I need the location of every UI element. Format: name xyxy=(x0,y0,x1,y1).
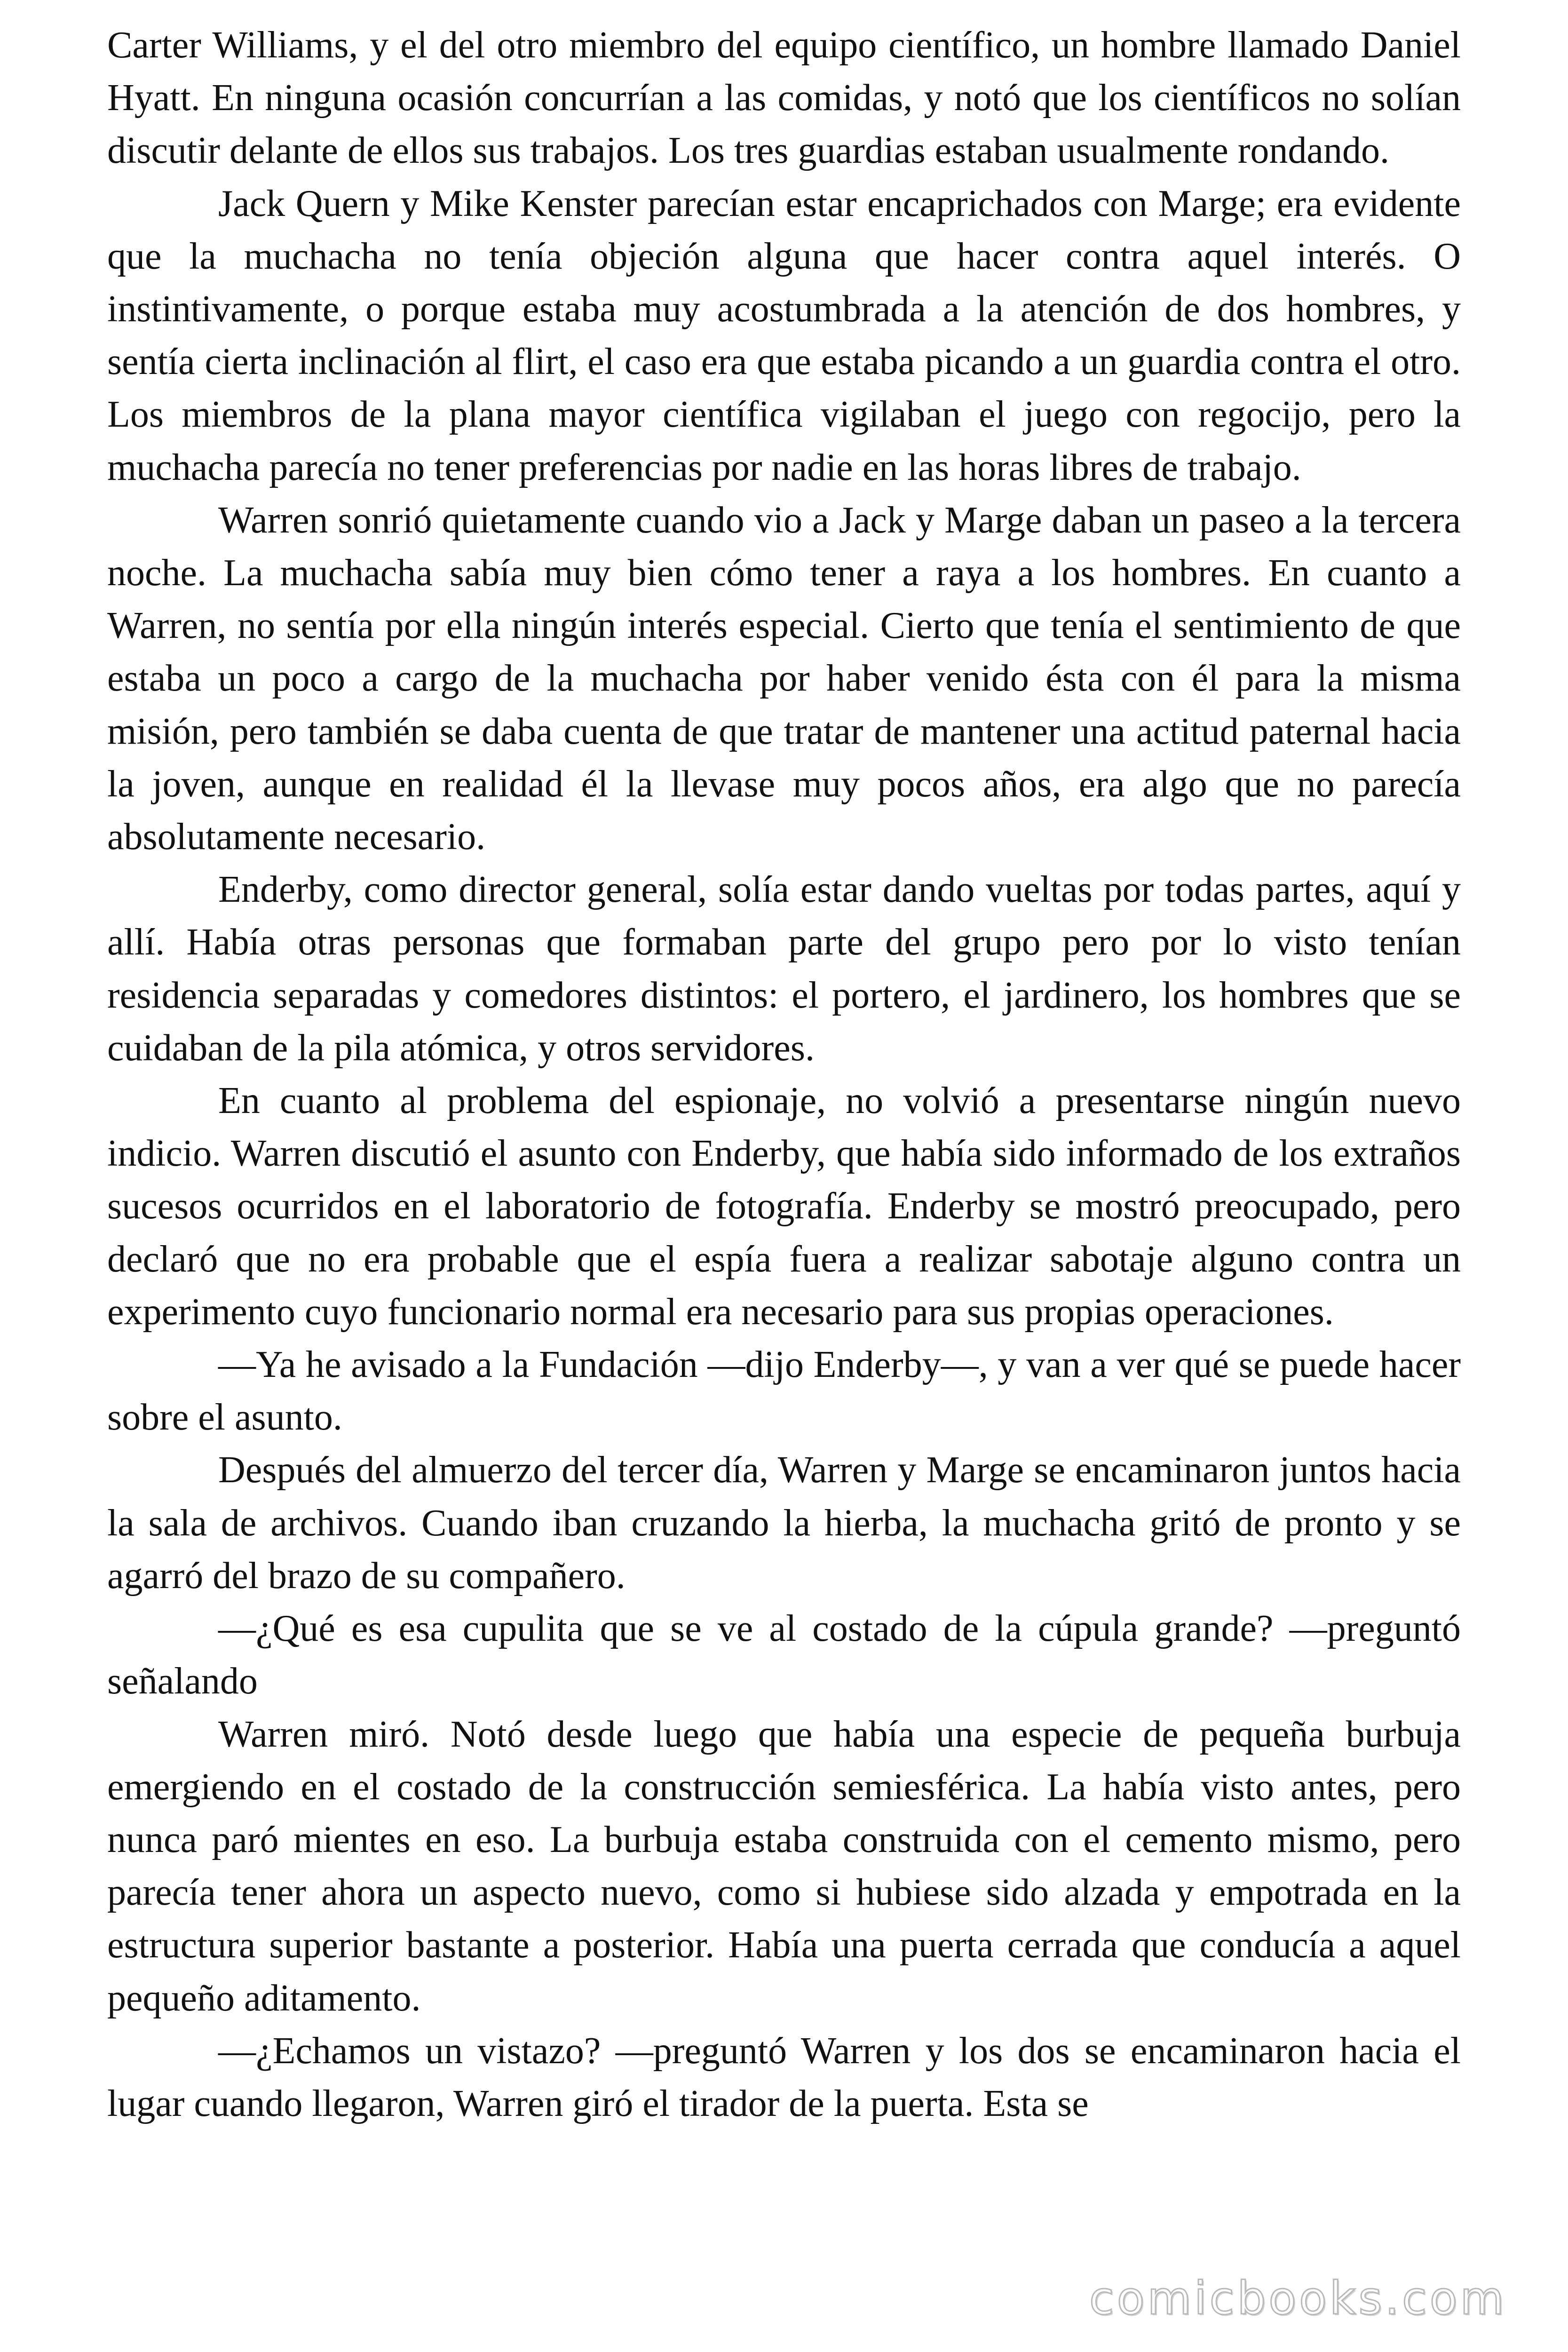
dialogue-paragraph: —¿Echamos un vistazo? —preguntó Warren y los dos se encaminaron hacia el lugar cuando llegaron, Warren giró el tirador de la puerta. Esta se xyxy=(107,2030,1461,2124)
paragraph-continuation: Carter Williams, y el del otro miembro del equipo científico, un hombre llamado Daniel Hyatt. En ninguna ocasión concurrían a las comidas, y notó que los científicos no solían discutir delante de ellos sus trabajos. Los tres guardias estaban usualmente rondando. xyxy=(107,24,1461,172)
paragraph: Jack Quern y Mike Kenster parecían estar encaprichados con Marge; era evidente que la muchacha no tenía objeción alguna que hacer contra aquel interés. O instintivamente, o porque estaba muy acostumbrada a la atención de dos hombres, y sentía cierta inclinación al flirt, el caso era que estaba picando a un guardia contra el otro. Los miembros de la plana mayor científica vigilaban el juego con regocijo, pero la muchacha parecía no tener preferencias por nadie en las horas libres de trabajo. xyxy=(107,183,1461,488)
paragraph: Warren miró. Notó desde luego que había una especie de pequeña burbuja emergiendo en el costado de la construcción semiesférica. La había visto antes, pero nunca paró mientes en eso. La burbuja estaba construida con el cemento mismo, pero parecía tener ahora un aspecto nuevo, como si hubiese sido alzada y empotrada en la estructura superior bastante a posterior. Había una puerta cerrada que conducía a aquel pequeño aditamento. xyxy=(107,1713,1461,2019)
dialogue-paragraph: —Ya he avisado a la Fundación —dijo Enderby—, y van a ver qué se puede hacer sobre el asunto. xyxy=(107,1344,1461,1438)
paragraph: Enderby, como director general, solía estar dando vueltas por todas partes, aquí y allí. Había otras personas que formaban parte del grupo pero por lo visto tenían residencia separadas y comedores distintos: el portero, el jardinero, los hombres que se cuidaban de la pila atómica, y otros servidores. xyxy=(107,869,1461,1069)
watermark-logo: comicbooks.com xyxy=(1089,2272,1507,2325)
paragraph: Warren sonrió quietamente cuando vio a Jack y Marge daban un paseo a la tercera noche. La muchacha sabía muy bien cómo tener a raya a los hombres. En cuanto a Warren, no sentía por ella ningún interés especial. Cierto que tenía el sentimiento de que estaba un poco a cargo de la muchacha por haber venido ésta con él para la misma misión, pero también se daba cuenta de que tratar de mantener una actitud paternal hacia la joven, aunque en realidad él la llevase muy pocos años, era algo que no parecía absolutamente necesario. xyxy=(107,499,1461,858)
paragraph: Después del almuerzo del tercer día, Warren y Marge se encaminaron juntos hacia la sala de archivos. Cuando iban cruzando la hierba, la muchacha gritó de pronto y se agarró del brazo de su compañero. xyxy=(107,1449,1461,1597)
dialogue-paragraph: —¿Qué es esa cupulita que se ve al costado de la cúpula grande? —preguntó señalando xyxy=(107,1608,1461,1702)
book-page-text xyxy=(107,19,1461,2130)
paragraph: En cuanto al problema del espionaje, no volvió a presentarse ningún nuevo indicio. Warren discutió el asunto con Enderby, que había sido informado de los extraños sucesos ocurridos en el laboratorio de fotografía. Enderby se mostró preocupado, pero declaró que no era probable que el espía fuera a realizar sabotaje alguno contra un experimento cuyo funcionario normal era necesario para sus propias operaciones. xyxy=(107,1080,1461,1333)
